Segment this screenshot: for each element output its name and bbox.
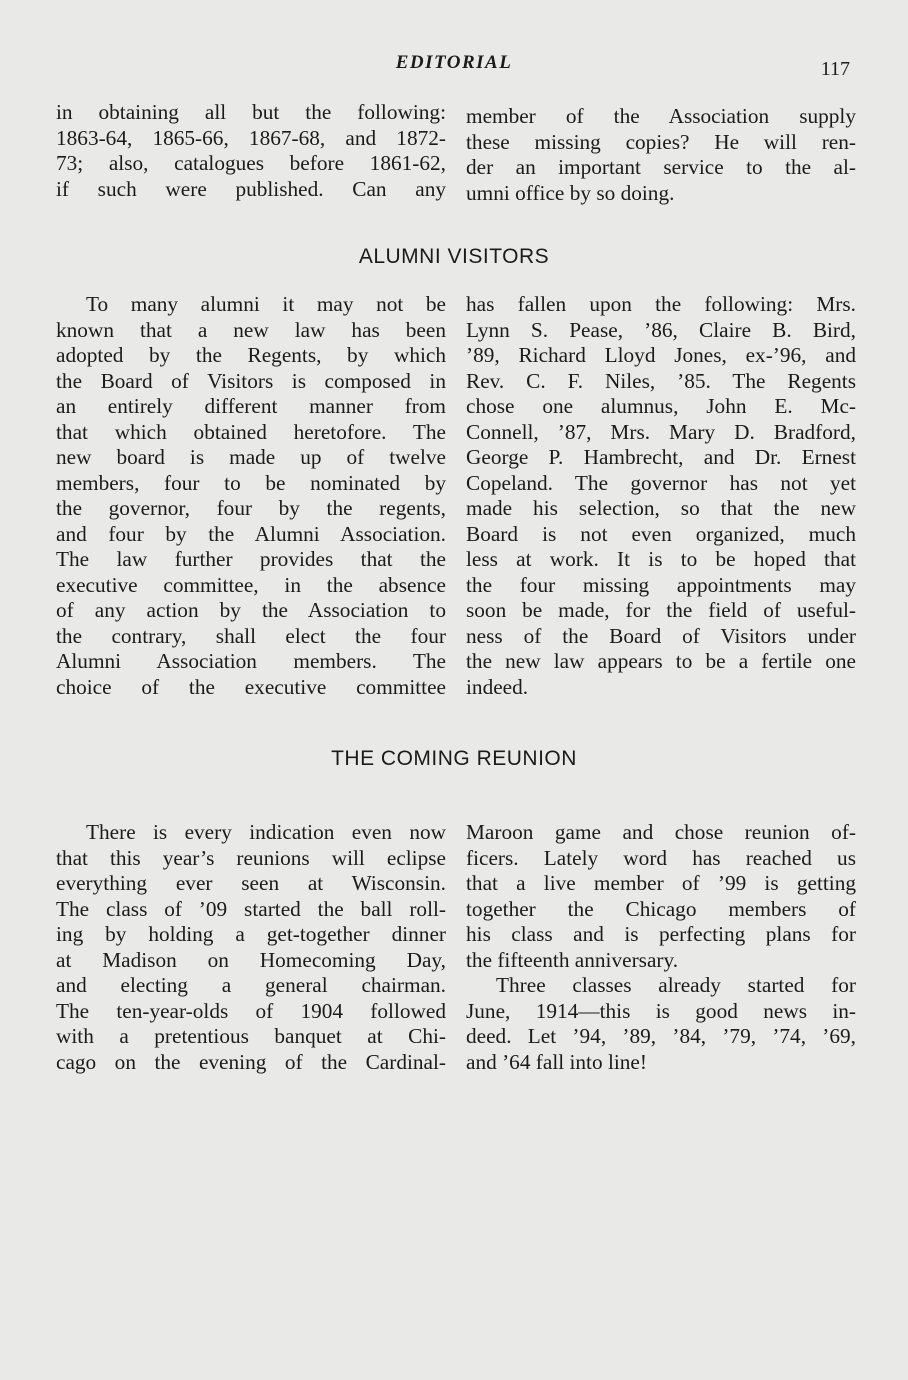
text-line: these missing copies? He will ren-: [466, 129, 856, 154]
text-line: umni office by so doing.: [466, 180, 675, 205]
text-line: Board is not even organized, much: [466, 521, 856, 546]
text-line: in obtaining all but the following:: [56, 100, 446, 124]
text-line: To many alumni it may not be: [86, 292, 446, 316]
alumni-visitors-left-column: [56, 292, 446, 700]
text-line: that a live member of ’99 is getting: [466, 871, 856, 895]
text-line: member of the Association supply: [466, 104, 856, 128]
text-line: soon be made, for the field of useful-: [466, 598, 856, 622]
text-line: and ’64 fall into line!: [466, 1049, 647, 1074]
text-line: The law further provides that the: [56, 547, 446, 571]
text-line: that which obtained heretofore. The: [56, 419, 446, 444]
text-line: if such were published. Can any: [56, 176, 446, 201]
text-line: adopted by the Regents, by which: [56, 343, 446, 367]
text-line: indeed.: [466, 674, 529, 699]
text-line: new board is made up of twelve: [56, 445, 446, 469]
text-line: with a pretentious banquet at Chi-: [56, 1024, 446, 1048]
text-line: the governor, four by the regents,: [56, 496, 446, 520]
text-line: der an important service to the al-: [466, 155, 856, 179]
text-line: Rev. C. F. Niles, ’85. The Regents: [466, 368, 856, 393]
text-line: Alumni Association members. The: [56, 649, 446, 673]
intro-right-column: [466, 104, 856, 206]
text-line: less at work. It is to be hoped that: [466, 547, 856, 571]
text-line: ing by holding a get-together dinner: [56, 922, 446, 946]
text-line: Connell, ’87, Mrs. Mary D. Bradford,: [466, 419, 856, 444]
text-line: of any action by the Association to: [56, 598, 446, 622]
text-line: There is every indication even now: [86, 820, 446, 844]
text-line: and four by the Alumni Association.: [56, 521, 446, 546]
text-line: The ten-year-olds of 1904 followed: [56, 998, 446, 1023]
text-line: the new law appears to be a fertile one: [466, 649, 856, 673]
text-line: that this year’s reunions will eclipse: [56, 845, 446, 870]
running-head-title: EDITORIAL: [395, 52, 513, 73]
text-line: June, 1914—this is good news in-: [466, 998, 856, 1023]
text-line: everything ever seen at Wisconsin.: [56, 871, 446, 895]
text-line: the fifteenth anniversary.: [466, 947, 679, 972]
text-line: executive committee, in the absence: [56, 572, 446, 597]
text-line: 1863-64, 1865-66, 1867-68, and 1872-: [56, 125, 446, 150]
text-line: choice of the executive committee: [56, 674, 446, 699]
text-line: and electing a general chairman.: [56, 973, 446, 997]
text-line: at Madison on Homecoming Day,: [56, 947, 446, 972]
text-line: Lynn S. Pease, ’86, Claire B. Bird,: [466, 317, 856, 342]
text-line: the Board of Visitors is composed in: [56, 368, 446, 393]
text-line: has fallen upon the following: Mrs.: [466, 292, 856, 316]
text-line: Copeland. The governor has not yet: [466, 470, 856, 495]
text-line: Three classes already started for: [496, 973, 856, 997]
text-line: known that a new law has been: [56, 317, 446, 342]
text-line: The class of ’09 started the ball roll-: [56, 896, 446, 921]
text-line: members, four to be nominated by: [56, 470, 446, 495]
text-line: ness of the Board of Visitors under: [466, 623, 856, 648]
intro-left-column: [56, 100, 446, 202]
coming-reunion-right-column: [466, 820, 856, 1075]
coming-reunion-left-column: [56, 820, 446, 1075]
text-line: Maroon game and chose reunion of-: [466, 820, 856, 844]
text-line: the four missing appointments may: [466, 572, 856, 597]
text-line: chose one alumnus, John E. Mc-: [466, 394, 856, 418]
text-line: ’89, Richard Lloyd Jones, ex-’96, and: [466, 343, 856, 367]
alumni-visitors-right-column: [466, 292, 856, 700]
text-line: ficers. Lately word has reached us: [466, 845, 856, 870]
text-line: together the Chicago members of: [466, 896, 856, 921]
page-number: 117: [820, 58, 850, 80]
text-line: 73; also, catalogues before 1861-62,: [56, 151, 446, 175]
section-heading-alumni-visitors: ALUMNI VISITORS: [358, 245, 550, 268]
text-line: his class and is perfecting plans for: [466, 922, 856, 946]
section-heading-coming-reunion: THE COMING REUNION: [331, 747, 577, 770]
text-line: the contrary, shall elect the four: [56, 623, 446, 648]
text-line: made his selection, so that the new: [466, 496, 856, 520]
text-line: deed. Let ’94, ’89, ’84, ’79, ’74, ’69,: [466, 1024, 856, 1048]
text-line: George P. Hambrecht, and Dr. Ernest: [466, 445, 856, 469]
text-line: an entirely different manner from: [56, 394, 446, 418]
text-line: cago on the evening of the Cardinal-: [56, 1049, 446, 1074]
running-head: [0, 52, 908, 82]
